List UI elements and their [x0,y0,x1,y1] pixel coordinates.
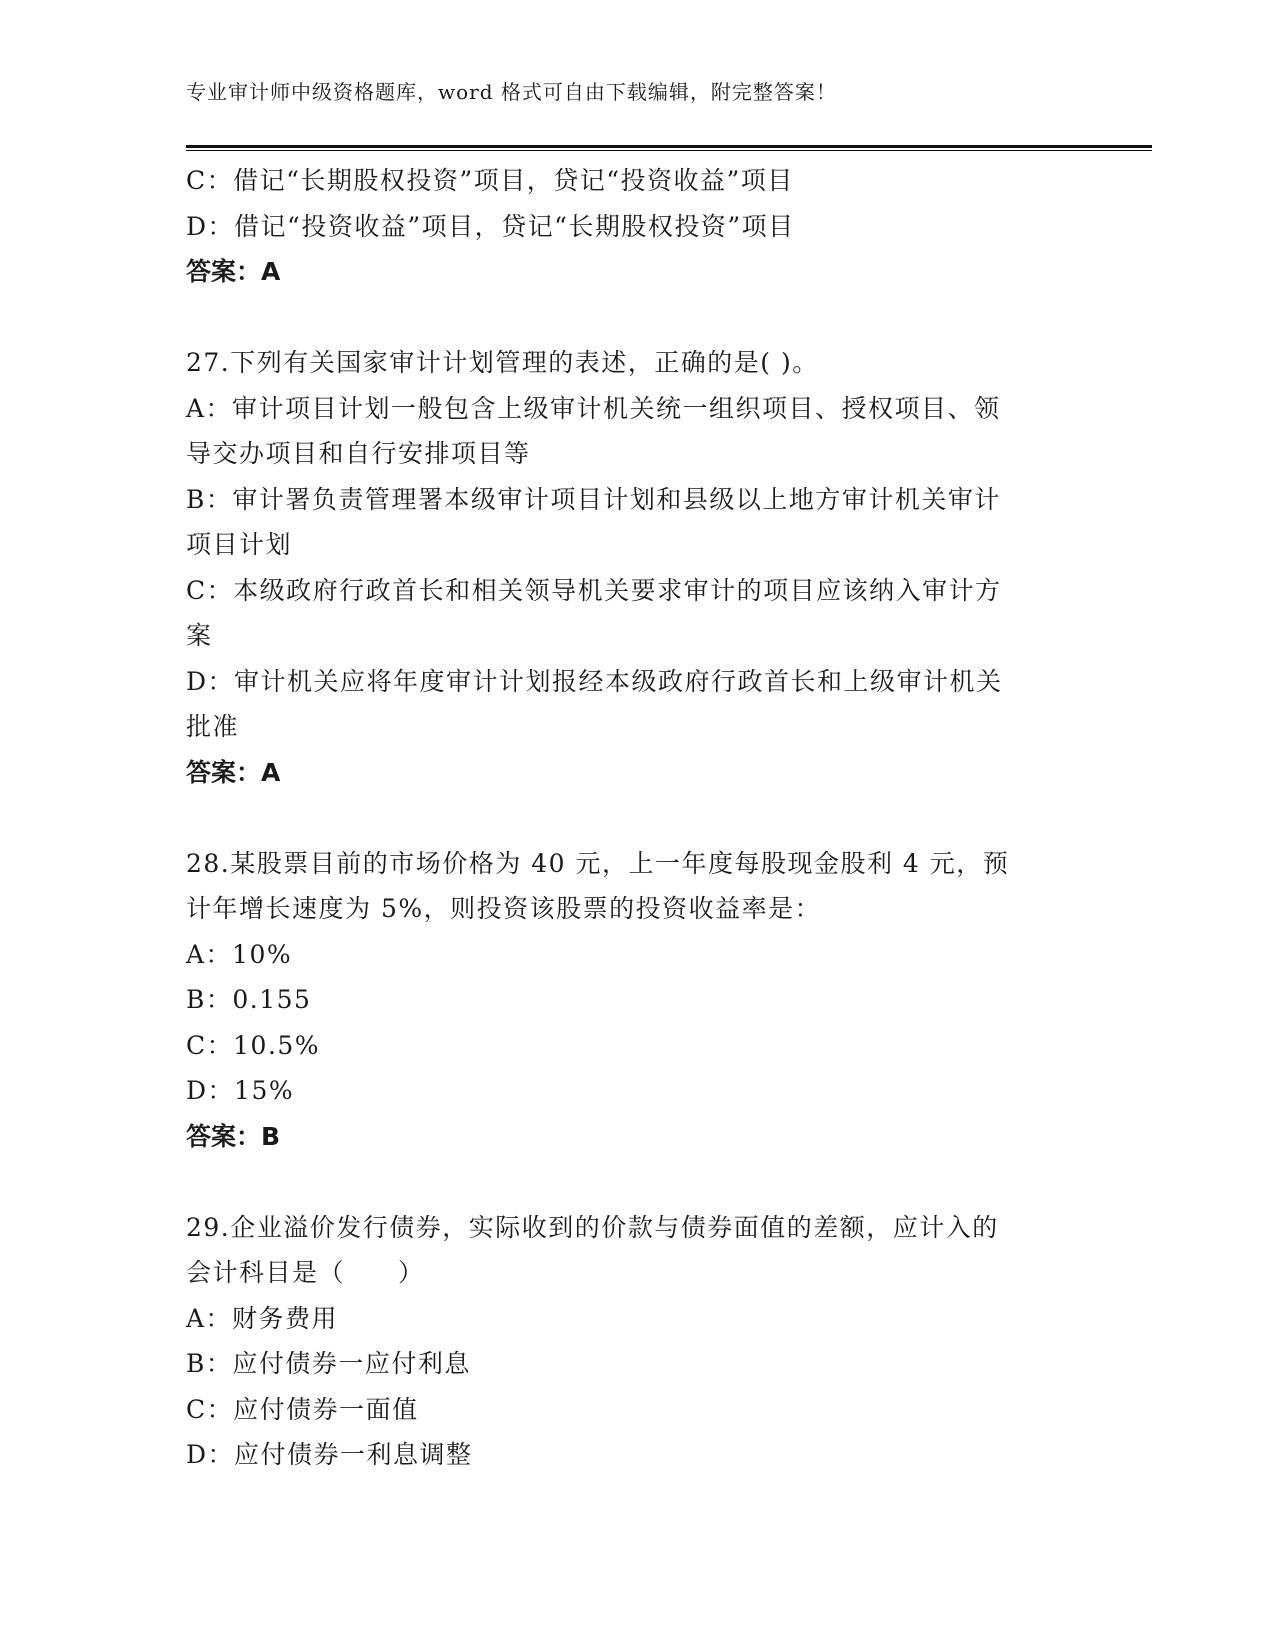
spacer [186,1159,1086,1205]
q28-option-b: B：0.155 [186,985,312,1014]
header-note: 专业审计师中级资格题库，word 格式可自由下载编辑，附完整答案！ [186,80,837,104]
header-rule-thick [186,145,1152,148]
q26-answer: 答案：A [186,257,281,286]
q27-option-a-line2: 导交办项目和自行安排项目等 [186,439,531,468]
q27-option-a-line1: A：审计项目计划一般包含上级审计机关统一组织项目、授权项目、领 [186,393,1001,423]
q27-answer: 答案：A [186,757,281,787]
q27-stem: 27.下列有关国家审计计划管理的表述，正确的是( )。 [186,348,819,377]
q28-option-c: C：10.5% [186,1030,321,1060]
q26-option-d: D：借记“投资收益”项目，贷记“长期股权投资”项目 [186,211,795,241]
q29-stem-line2: 会计科目是（ ） [186,1258,425,1287]
q27-option-b-line1: B：审计署负责管理署本级审计项目计划和县级以上地方审计机关审计 [186,484,1001,514]
q27-option-b-line2: 项目计划 [186,530,293,559]
q28-stem-line2: 计年增长速度为 5%，则投资该股票的投资收益率是： [186,894,822,923]
spacer [186,295,1086,341]
q29-stem-line1: 29.企业溢价发行债券，实际收到的价款与债券面值的差额，应计入的 [186,1212,999,1242]
q29-option-d: D：应付债券一利息调整 [186,1440,473,1469]
spacer [186,795,1086,841]
question-content [186,158,1086,1478]
q28-answer: 答案：B [186,1121,281,1151]
q27-option-d-line2: 批准 [186,712,240,741]
q26-option-c: C：借记“长期股权投资”项目，贷记“投资收益”项目 [186,166,794,195]
q28-option-a: A：10% [186,939,293,969]
q27-option-c-line2: 案 [186,621,213,650]
q29-option-c: C：应付债券一面值 [186,1394,419,1424]
q29-option-a: A：财务费用 [186,1303,339,1333]
header-rule-thin [186,150,1152,151]
q29-option-b: B：应付债券一应付利息 [186,1349,471,1378]
q28-stem-line1: 28.某股票目前的市场价格为 40 元，上一年度每股现金股利 4 元，预 [186,848,1010,878]
q27-option-d-line1: D：审计机关应将年度审计计划报经本级政府行政首长和上级审计机关 [186,666,1003,696]
q27-option-c-line1: C：本级政府行政首长和相关领导机关要求审计的项目应该纳入审计方 [186,575,1002,605]
q28-option-d: D：15% [186,1076,295,1105]
